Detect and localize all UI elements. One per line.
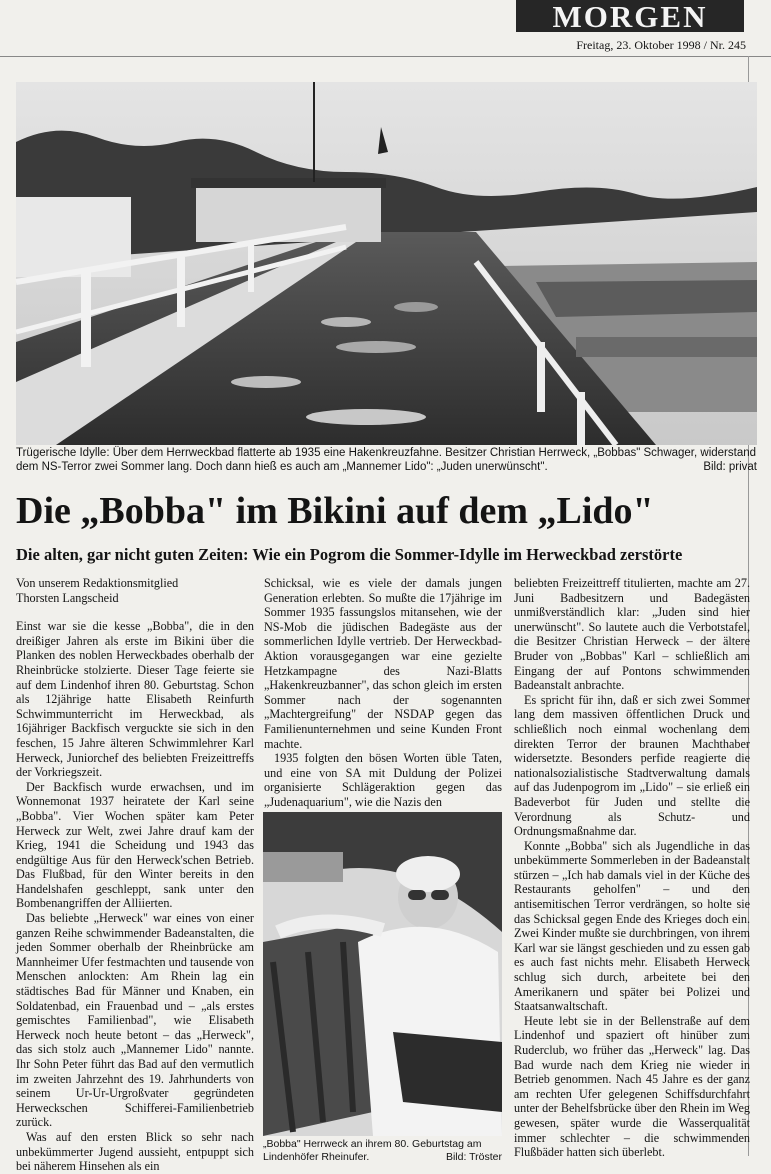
- article-column-1: [16, 576, 254, 1174]
- paragraph: Einst war sie die kesse „Bobba", die in den dreißiger Jahren als erste im Bikini über die Planken des noblen Herweckbades oberhalb der Rheinbrücke stolzierte. Dieser Tage feierte sie auf dem Lindenhof ihren 80. Geburtstag. Schon als 12jährige hatte Elisabeth Reinfurth Schwimmunterricht im Herweckbad, als 16jähriger Backfisch verguckte sie sich in den feschen, 15 Jahre älteren Schwimmlehrer Karl Herweck, Juniorchef des beliebten Freizeittreffs der Vorkriegszeit.: [16, 619, 254, 780]
- paragraph: Konnte „Bobba" sich als Jugendliche in das unbekümmerte Sommerleben in der Badeanstalt stürzen – „Ich hab damals viel in der Küche des Restaurants geholfen" – und den antisemitischen Terror verdrängen, so holte sie das Schicksal gegen Ende des Krieges doch ein. Zwei Kinder mußte sie durchbringen, von ihrem Karl war sie längst geschieden und zu essen gab es auch fast nichts mehr. Elisabeth Herweck schlug sich durch, arbeitete bei den Amerikanern und später bei Polizei und Staatsanwaltschaft.: [514, 838, 750, 1014]
- paragraph: Heute lebt sie in der Bellenstraße auf dem Lindenhof und spaziert oft hinüber zum Ruderclub, wo früher das „Herweck" lag. Das Bad wurde nach dem Krieg nie wieder in Betrieb genommen. Nach 45 Jahre es der ganz am rechten Ufer gelegenen Schiffsdurchfahrt unter der Behelfsbrücke über den Rhein im Weg gewesen, später wurde die Wasserqualität immer schlechter – die schwimmenden Flußbäder hatten sich überlebt.: [514, 1013, 750, 1160]
- main-photo-caption: [16, 446, 757, 474]
- article-headline: Die „Bobba" im Bikini auf dem „Lido": [16, 490, 654, 532]
- article-subheadline: Die alten, gar nicht guten Zeiten: Wie ein Pogrom die Sommer-Idylle im Herweckbad zerstörte: [16, 545, 683, 564]
- main-photo-credit: Bild: privat: [703, 461, 757, 473]
- paragraph: Schicksal, wie es viele der damals jungen Generation erlebten. So mußte die 17jährige im Sommer 1935 fassungslos mitansehen, wie der NS-Mob die jüdischen Badegäste aus der sommerlichen Idylle vertrieb. Der Herweckbad-Aktion vorausgegangen war eine gezielte Hetzkampagne des Nazi-Blatts „Hakenkreuzbanner", das schon gleich im ersten Sommer nach der sogenannten „Machtergreifung" der NSDAP gegen das Familienunternehmen und seine Kunden Front machte.: [264, 576, 502, 751]
- byline: [16, 576, 254, 605]
- byline-role: Von unserem Redaktionsmitglied: [16, 576, 179, 590]
- article-column-3: [514, 576, 750, 1160]
- top-divider: [0, 56, 771, 57]
- paragraph: Der Backfisch wurde erwachsen, und im Wonnemonat 1937 heiratete der Karl seine „Bobba". Vier Wochen später kam Peter Herweck zur Welt, zwei Jahre drauf kam der Krieg, 1941 die Scheidung und 1943 das endgültige Aus für den Herweck'schen Betrieb. Das Flußbad, für den Winter bereits in den Handelshafen geschleppt, sank unter den Bombenangriffen der Alliierten.: [16, 779, 254, 911]
- paragraph: Das beliebte „Herweck" war eines von einer ganzen Reihe schwimmender Badeanstalten, die jeden Sommer oberhalb der Rheinbrücke am Mannheimer Ufer festmachten und tausende von Menschen anlockten: Am Rhein lag ein städtisches Bad für Männer und Knaben, ein Soldatenbad, ein Frauenbad und – „als erstes gemischtes Familienbad", wie Elisabeth Herweck noch heute betont – das „Herweck", das sich stolz auch „Mannemer Lido" nannte. Ihr Sohn Peter führt das Bad auf den vermutlich im zweiten Jahrzehnt des 19. Jahrhunderts von seinem Ur-Ur-Urgroßvater gegründeten Herweckschen Schifferei-Familienbetrieb zurück.: [16, 911, 254, 1130]
- issue-dateline: Freitag, 23. Oktober 1998 / Nr. 245: [576, 38, 746, 52]
- portrait-photo-caption: [263, 1138, 502, 1164]
- paragraph: Es spricht für ihn, daß er sich zwei Sommer lang dem massiven öffentlichen Druck und schließlich noch einmal wochenlang dem direkten Terror der braunen Machthaber widersetzte. Besonders perfide reagierte die nationalsozialistische Stadtverwaltung damals auf das Judenpogrom im „Lido" – sie erließ ein Badeverbot für Juden und stellte die Verordnung als Schutz- und Ordnungsmaßnahme dar.: [514, 692, 750, 839]
- main-photo-herweckbad: [16, 82, 757, 445]
- portrait-photo-credit: Bild: Tröster: [445, 1151, 502, 1163]
- byline-author: Thorsten Langscheid: [16, 590, 119, 605]
- newspaper-masthead: MORGEN: [516, 0, 744, 32]
- paragraph: Was auf den ersten Blick so sehr nach unbekümmerter Jugend aussieht, entpuppt sich bei näherem Hinsehen als ein: [16, 1129, 254, 1174]
- paragraph: beliebten Freizeittreff titulierten, machte am 27. Juni Badbesitzern und Badegästen unmißverständlich klar: „Juden sind hier unerwünscht". So lautete auch die Verbotstafel, die Besitzer Christian Herweck – der ältere Bruder von „Bobbas" Karl – schließlich am Eingang der auf Pontons schwimmenden Badeanstalt anbrachte.: [514, 576, 750, 693]
- portrait-photo-bobba: [263, 812, 502, 1136]
- paragraph: 1935 folgten den bösen Worten üble Taten, und eine von SA mit Duldung der Polizei organisierte Schlägeraktion gegen das „Judenaquarium", wie die Nazis den: [264, 751, 502, 809]
- portrait-photo-caption-text: „Bobba" Herrweck an ihrem 80. Geburtstag am Lindenhöfer Rheinufer.: [263, 1138, 482, 1163]
- article-column-2: [264, 576, 502, 808]
- main-photo-caption-text: Trügerische Idylle: Über dem Herrweckbad flatterte ab 1935 eine Hakenkreuzfahne. Besitzer Christian Herrweck, „Bobbas" Schwager, widerstand dem NS-Terror zwei Sommer lang. Doch dann hieß es auch am „Mannemer Lido": „Juden unerwünscht".: [16, 447, 757, 473]
